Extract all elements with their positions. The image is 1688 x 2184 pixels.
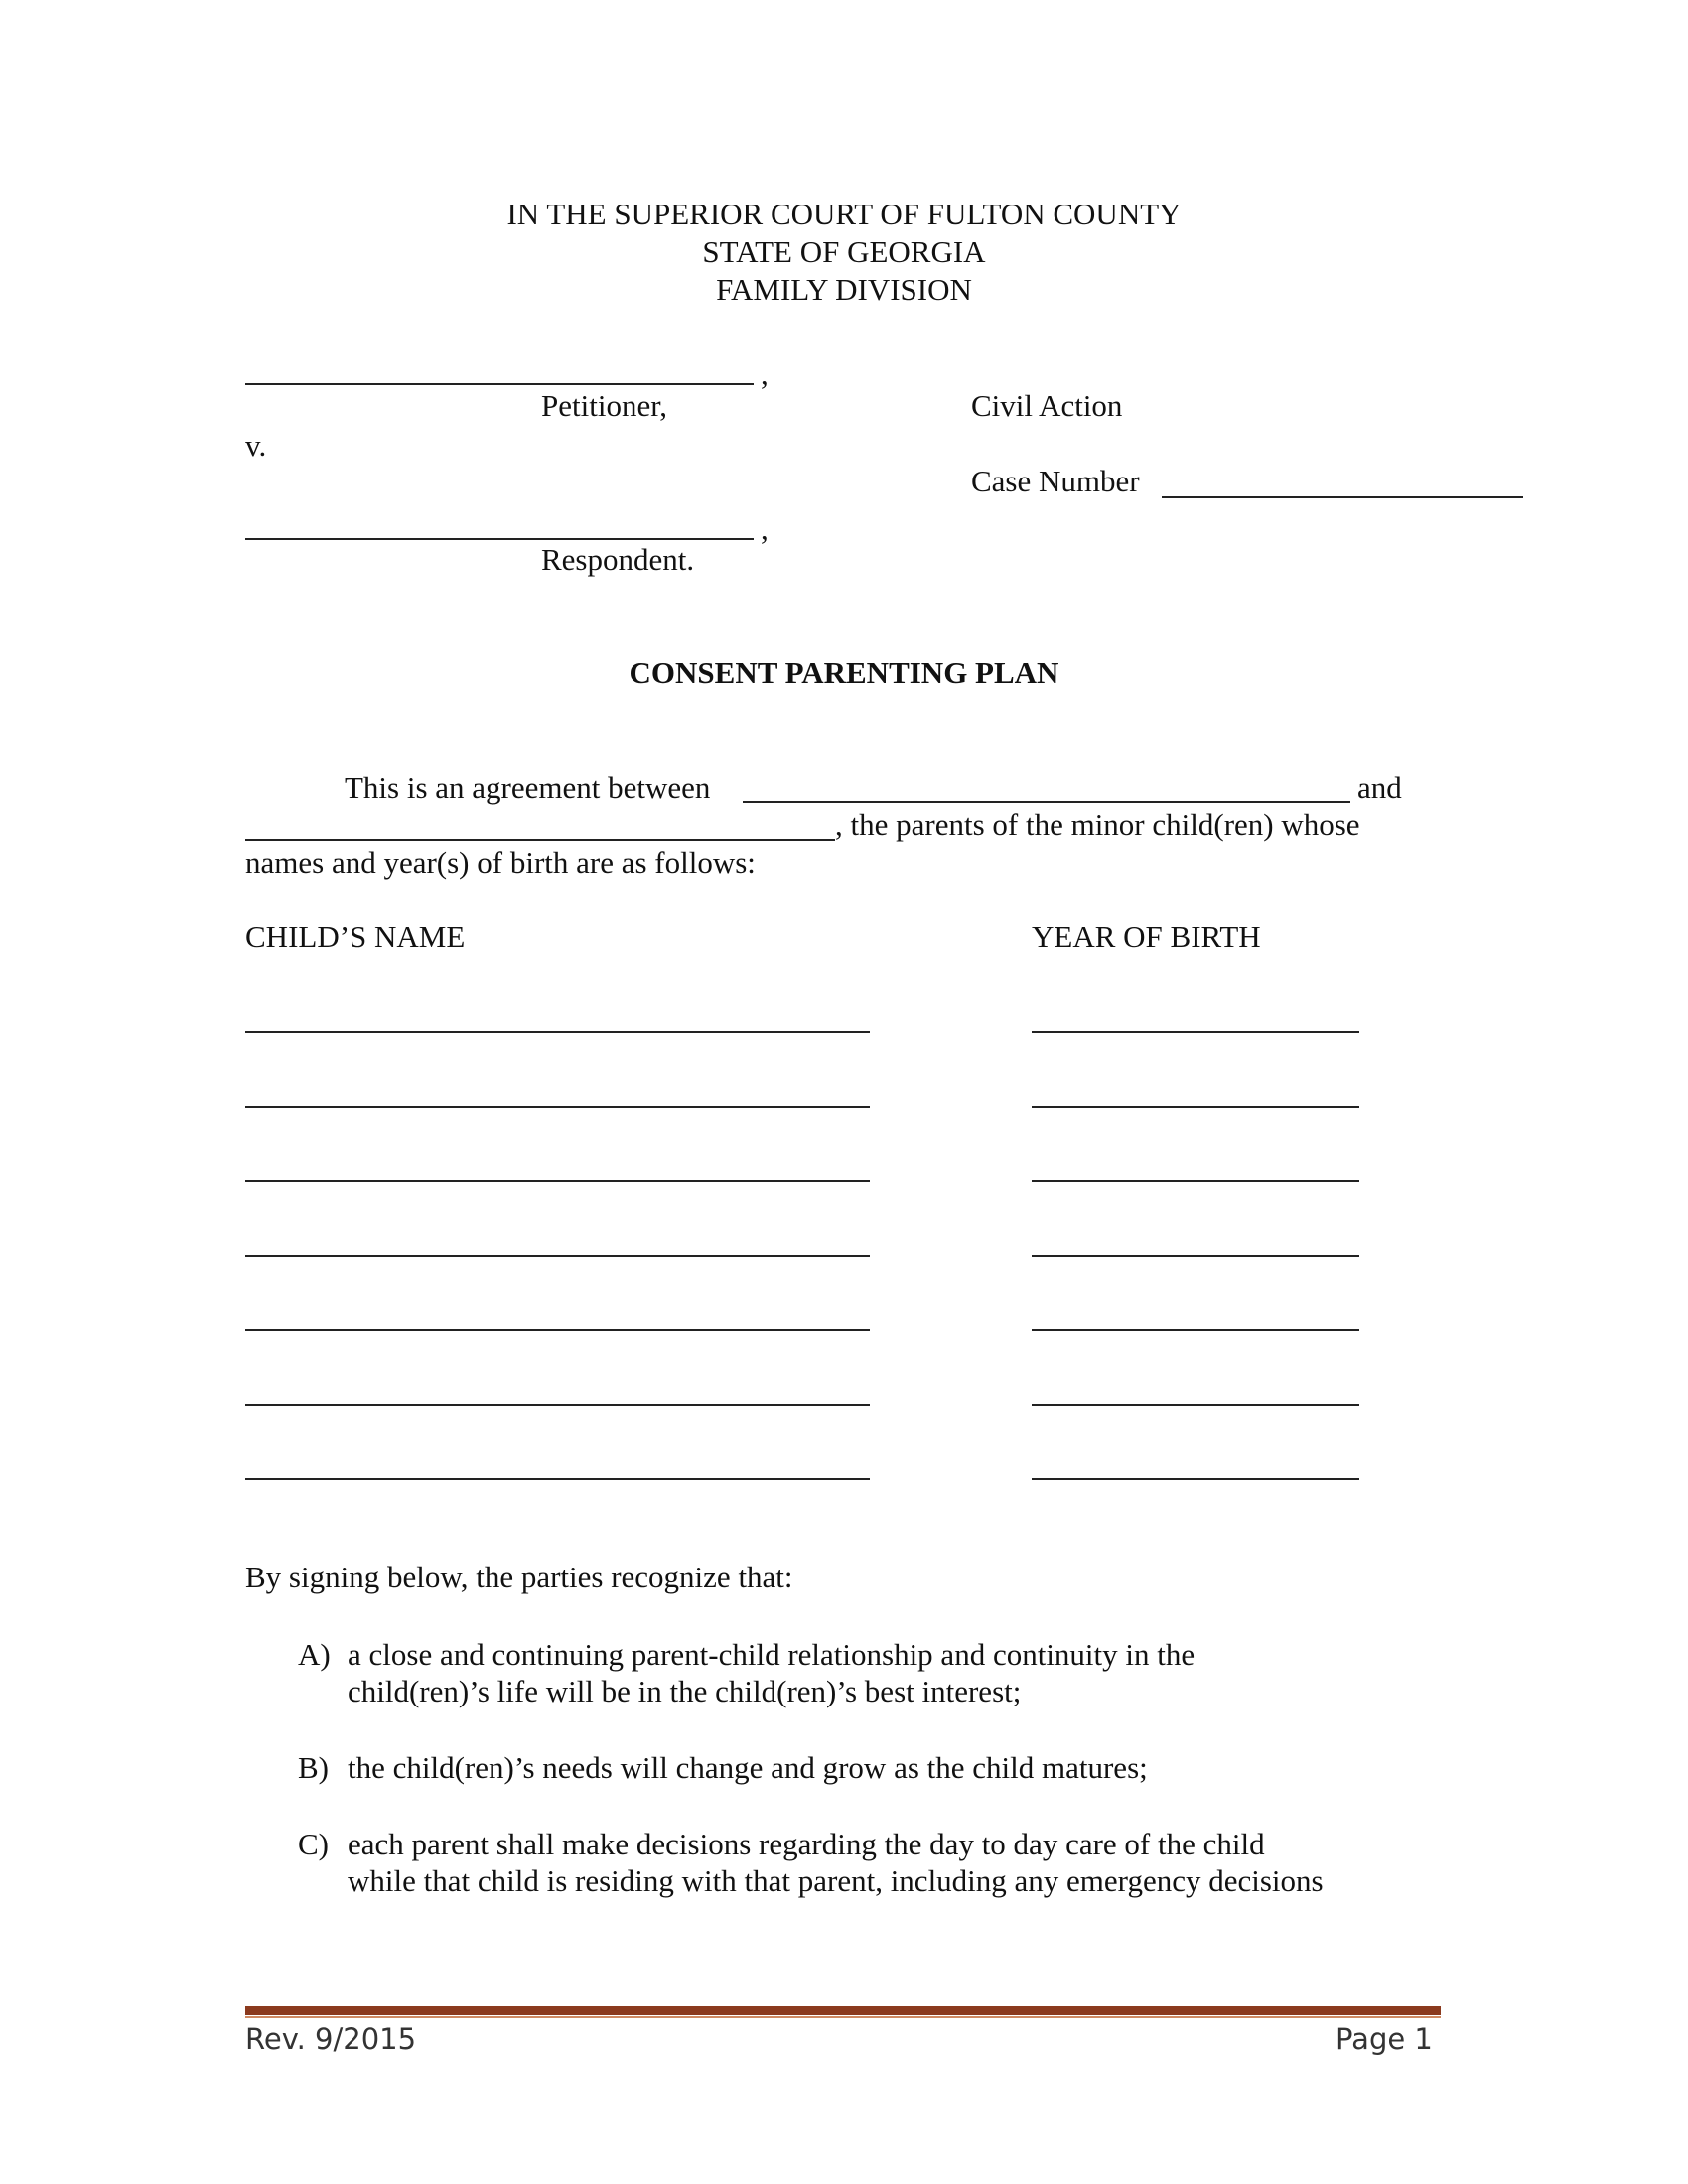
- document-title: CONSENT PARENTING PLAN: [629, 655, 1059, 690]
- case-number-field[interactable]: [1162, 463, 1523, 498]
- year-of-birth-header: YEAR OF BIRTH: [1032, 919, 1261, 954]
- child-name-field-4[interactable]: [245, 1221, 870, 1257]
- respondent-comma: ,: [761, 511, 769, 546]
- list-item-text: while that child is residing with that parent, including any emergency decisions: [348, 1863, 1324, 1898]
- child-year-field-7[interactable]: [1032, 1444, 1359, 1480]
- child-name-field-3[interactable]: [245, 1147, 870, 1182]
- petitioner-name-field[interactable]: [245, 349, 754, 385]
- list-item-label: C): [298, 1827, 329, 1861]
- parent-one-name-field[interactable]: [743, 767, 1350, 803]
- child-year-field-3[interactable]: [1032, 1147, 1359, 1182]
- footer-rule-accent: [245, 2016, 1441, 2018]
- petitioner-comma: ,: [761, 356, 769, 391]
- page-number: Page 1: [1336, 2022, 1433, 2056]
- child-name-field-1[interactable]: [245, 998, 870, 1033]
- versus-label: v.: [245, 428, 267, 463]
- respondent-name-field[interactable]: [245, 504, 754, 540]
- list-item-text: the child(ren)’s needs will change and grow as the child matures;: [348, 1750, 1148, 1785]
- child-name-field-6[interactable]: [245, 1370, 870, 1406]
- parent-two-name-field[interactable]: [245, 805, 835, 841]
- petitioner-label: Petitioner,: [541, 388, 668, 423]
- child-year-field-2[interactable]: [1032, 1072, 1359, 1108]
- recognition-lead: By signing below, the parties recognize that:: [245, 1560, 793, 1594]
- court-name: IN THE SUPERIOR COURT OF FULTON COUNTY: [506, 197, 1182, 231]
- case-number-label: Case Number: [971, 464, 1140, 498]
- list-item-label: A): [298, 1637, 331, 1672]
- intro-text-3: names and year(s) of birth are as follows:: [245, 845, 756, 880]
- respondent-label: Respondent.: [541, 542, 695, 577]
- child-name-field-2[interactable]: [245, 1072, 870, 1108]
- child-name-field-7[interactable]: [245, 1444, 870, 1480]
- intro-text-1: This is an agreement between: [345, 770, 711, 805]
- division-name: FAMILY DIVISION: [716, 272, 972, 307]
- footer-rule: [245, 2006, 1441, 2015]
- list-item-label: B): [298, 1750, 329, 1785]
- list-item-text: each parent shall make decisions regarding the day to day care of the child: [348, 1827, 1265, 1861]
- revision-label: Rev. 9/2015: [245, 2022, 417, 2056]
- list-item-text: child(ren)’s life will be in the child(ren)’s best interest;: [348, 1674, 1022, 1708]
- intro-text-and: and: [1357, 770, 1402, 805]
- civil-action-label: Civil Action: [971, 388, 1123, 423]
- child-year-field-6[interactable]: [1032, 1370, 1359, 1406]
- child-name-field-5[interactable]: [245, 1296, 870, 1331]
- child-year-field-4[interactable]: [1032, 1221, 1359, 1257]
- child-name-header: CHILD’S NAME: [245, 919, 466, 954]
- state-name: STATE OF GEORGIA: [702, 234, 986, 269]
- child-year-field-5[interactable]: [1032, 1296, 1359, 1331]
- list-item-text: a close and continuing parent-child relationship and continuity in the: [348, 1637, 1196, 1672]
- child-year-field-1[interactable]: [1032, 998, 1359, 1033]
- intro-text-2: , the parents of the minor child(ren) whose: [835, 807, 1360, 842]
